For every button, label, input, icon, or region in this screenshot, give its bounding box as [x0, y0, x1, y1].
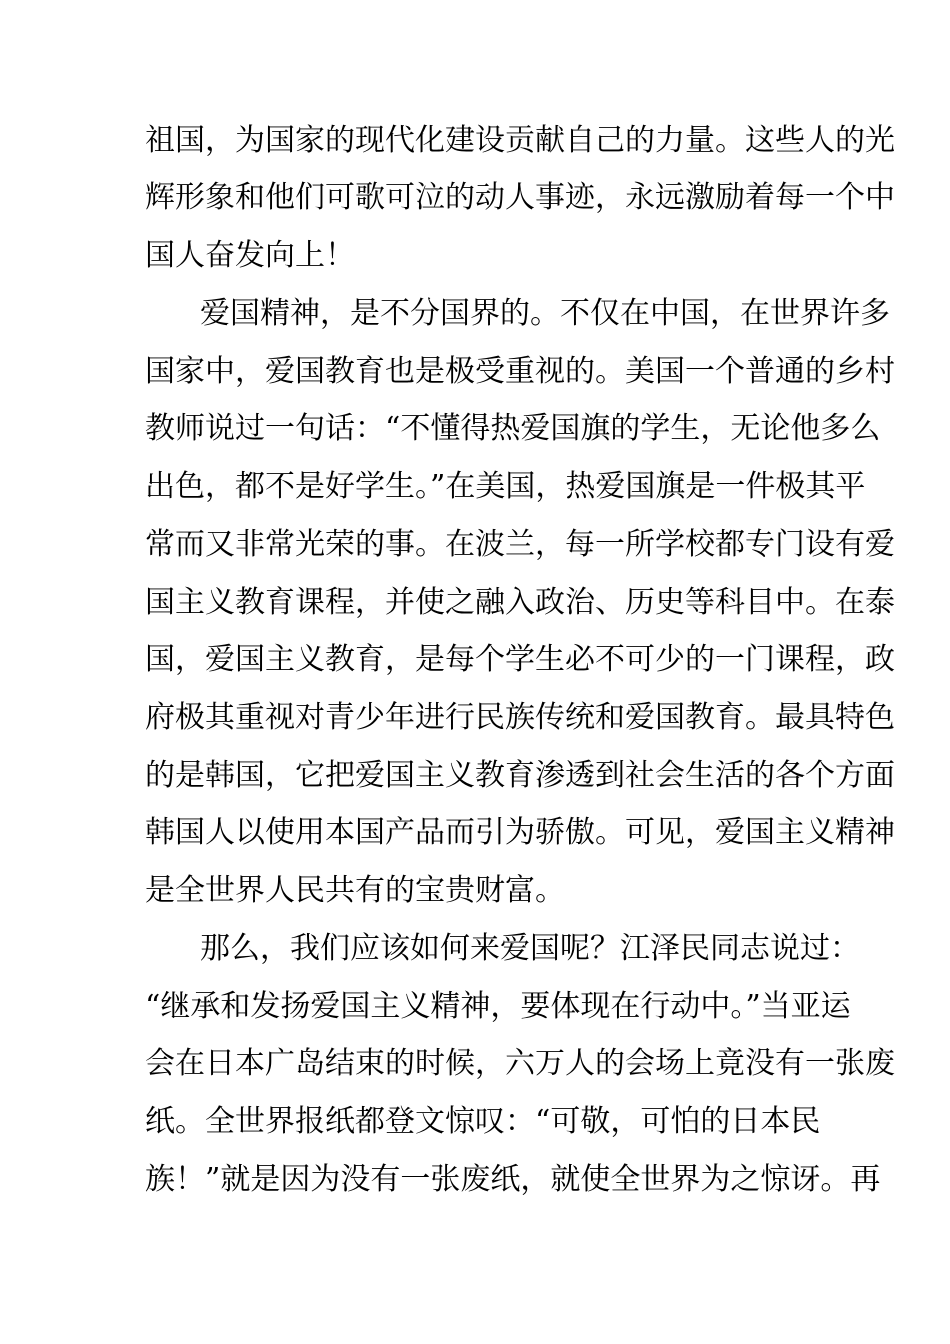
text-line: 出色，都不是好学生。”在美国，热爱国旗是一件极其平	[145, 469, 866, 504]
text-line: 会在日本广岛结束的时候，六万人的会场上竟没有一张废	[145, 1046, 895, 1081]
text-line: 常而又非常光荣的事。在波兰，每一所学校都专门设有爱	[145, 527, 895, 562]
text-line: 国，爱国主义教育，是每个学生必不可少的一门课程，政	[145, 642, 895, 677]
text-line: 的是韩国，它把爱国主义教育渗透到社会生活的各个方面	[145, 758, 895, 793]
text-line: “继承和发扬爱国主义精神，要体现在行动中。”当亚运	[145, 989, 851, 1024]
text-line: 府极其重视对青少年进行民族传统和爱国教育。最具特色	[145, 700, 895, 735]
text-line: 教师说过一句话：“不懂得热爱国旗的学生，无论他多么	[145, 411, 881, 446]
text-line: 是全世界人民共有的宝贵财富。	[145, 873, 565, 908]
text-line: 祖国，为国家的现代化建设贡献自己的力量。这些人的光	[145, 123, 895, 158]
text-line: 纸。全世界报纸都登文惊叹：“可敬，可怕的日本民	[145, 1104, 821, 1139]
text-line: 族！”就是因为没有一张废纸，就使全世界为之惊讶。再	[145, 1162, 881, 1197]
text-line: 韩国人以使用本国产品而引为骄傲。可见，爱国主义精神	[145, 815, 895, 850]
text-line: 国人奋发向上！	[145, 238, 355, 273]
text-line: 国家中，爱国教育也是极受重视的。美国一个普通的乡村	[145, 354, 895, 389]
paragraph-first-line: 爱国精神，是不分国界的。不仅在中国，在世界许多	[200, 296, 890, 331]
paragraph-first-line: 那么，我们应该如何来爱国呢？江泽民同志说过：	[200, 931, 860, 966]
text-line: 国主义教育课程，并使之融入政治、历史等科目中。在泰	[145, 585, 895, 620]
text-line: 辉形象和他们可歌可泣的动人事迹，永远激励着每一个中	[145, 180, 895, 215]
